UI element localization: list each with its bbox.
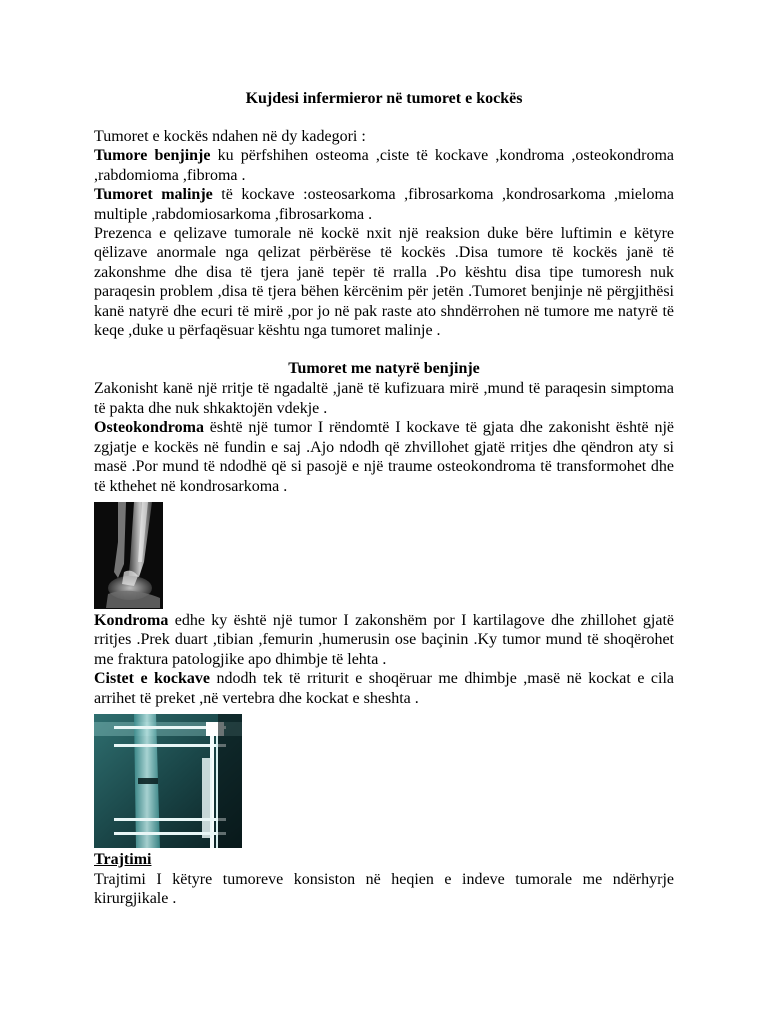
benign-nature-paragraph: Zakonisht kanë një rritje të ngadaltë ,janë të kufizuara mirë ,mund të paraqesin simptoma të pakta dhe nuk shkaktojën vdekje .: [94, 380, 674, 417]
osteokondroma-text: është një tumor I rëndomtë I kockave të gjata dhe zakonisht është një zgjatje e kockës në fundin e saj .Ajo ndodh që zhvillohet gjatë rritjes dhe qëndron aty si masë .Por mund të ndodhë që si pasojë e një traume osteokondroma të transformohet dhe të kthehet në kondrosarkoma .: [94, 419, 674, 495]
presence-paragraph: Prezenca e qelizave tumorale në kockë nxit një reaksion duke bëre luftimin e këtyre qëlizave anormale nga qelizat përbërëse të kockës .Disa tumore të kockës janë të zakonshme dhe disa të tjera janë tepër të rralla .Po kështu disa tipe tumoresh nuk paraqesin problem ,disa të tjera bëhen kërcënim për jetën .Tumoret benjinje në përgjithësi kanë natyrë dhe ecuri të mirë ,por jo në pak raste ato shndërrohen në tumore me natyrë të keqe ,duke u përfaqësuar kështu nga tumoret malinje .: [94, 225, 674, 340]
document-title: Kujdesi infermieror në tumoret e kockës: [245, 90, 523, 107]
osteokondroma-paragraph: [94, 418, 674, 496]
kondroma-label: Kondroma: [94, 611, 169, 629]
malignant-text: të kockave :osteosarkoma ,fibrosarkoma ,kondrosarkoma ,mieloma multiple ,rabdomiosarkoma ,fibrosarkoma .: [94, 186, 675, 223]
cistet-label: Cistet e kockave: [94, 670, 211, 688]
document-page: [94, 88, 674, 909]
benign-label: Tumore benjinje: [94, 147, 211, 165]
benign-definition: [94, 146, 674, 185]
kondroma-text: edhe ky është një tumor I zakonshëm por I kartilagove dhe zhillohet gjatë rritjes .Prek duart ,tibian ,femurin ,humerusin ose baçinin .Ky tumor mund të shoqërohet me fraktura patologjike apo dhimbje të lehta .: [94, 611, 674, 668]
external-fixator-xray-image: [94, 714, 242, 848]
malignant-definition: [94, 185, 674, 224]
intro-line: Tumoret e kockës ndahen në dy kadegori :: [94, 128, 366, 145]
cistet-text: ndodh tek të rriturit e shoqëruar me dhimbje ,masë në kockat e cila arrihet të preket ,në vertebra dhe kockat e sheshta .: [94, 670, 674, 707]
leg-xray-image: [94, 502, 163, 609]
osteokondroma-label: Osteokondroma: [94, 419, 204, 437]
benign-text: ku përfshihen osteoma ,ciste të kockave ,kondroma ,osteokondroma ,rabdomioma ,fibroma .: [94, 147, 675, 184]
kondroma-paragraph: [94, 611, 674, 669]
treatment-heading: Trajtimi: [94, 850, 152, 868]
cistet-paragraph: [94, 669, 674, 708]
spacer: [94, 340, 674, 359]
benign-nature-heading: Tumoret me natyrë benjinje: [288, 360, 480, 378]
malignant-label: Tumoret malinje: [94, 186, 213, 204]
treatment-paragraph: Trajtimi I këtyre tumoreve konsiston në heqien e indeve tumorale me ndërhyrje kirurgjikale .: [94, 870, 674, 908]
